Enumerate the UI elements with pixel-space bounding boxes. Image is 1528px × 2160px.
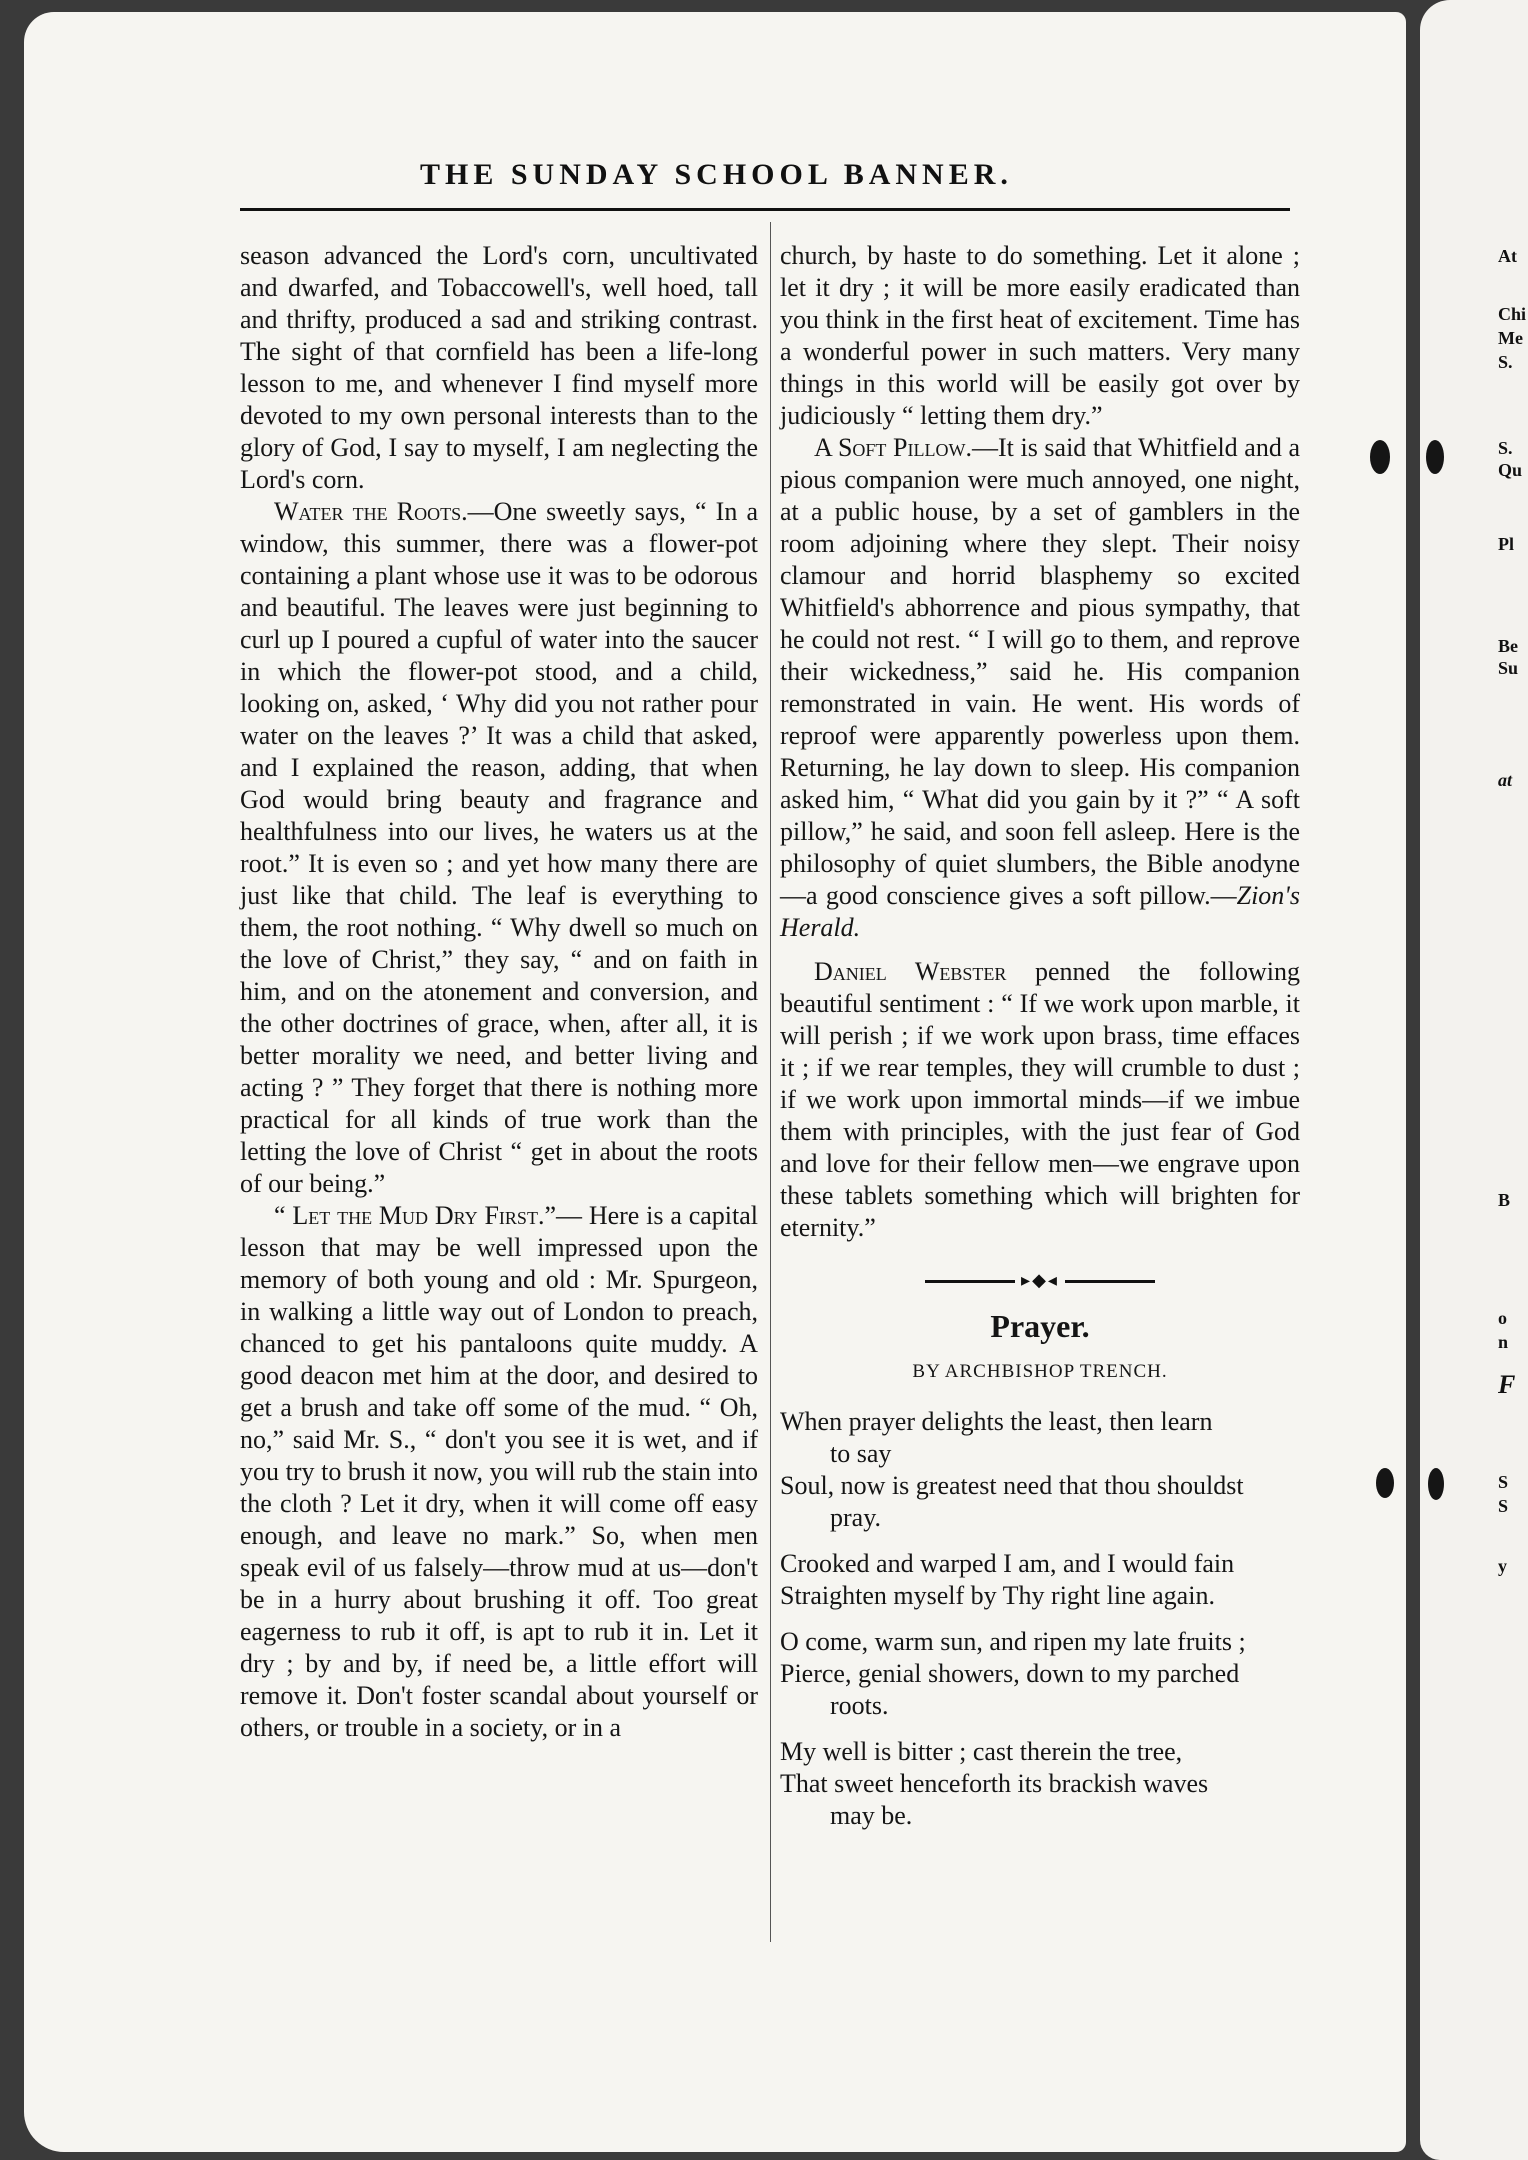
poem-line-continuation: pray.: [830, 1503, 882, 1532]
paragraph-body: — Here is a capital lesson that may be well impressed upon the memory of both young and old : Mr. Spurgeon, in walking a little way out of London to preach, chanced to get his pantaloons quite muddy. A good deacon met him at the door, and desired to get a brush and take off some of the mud. “ Oh, no,” said Mr. S., “ don't you see it is wet, and if you try to brush it now, you will rub the stain into the cloth ? Let it dry, when it will come off easy enough, and leave no mark.” So, when men speak evil of us falsely—throw mud at us—don't be in a hurry about brushing it off. Too great eagerness to rub it off, is apt to rub it in. Let it dry ; by and by, if need be, a little effort will remove it. Don't foster scandal about yourself or others, or trouble in a society, or in a: [240, 1201, 759, 1742]
edge-fragment: at: [1498, 770, 1513, 790]
poem-line: That sweet henceforth its brackish waves: [780, 1769, 1209, 1798]
poem-author: BY ARCHBISHOP TRENCH.: [912, 1361, 1168, 1382]
binding-hole-mark: [1428, 1468, 1444, 1500]
edge-fragment: y: [1498, 1556, 1507, 1576]
edge-fragment: At: [1498, 246, 1517, 266]
section-heading: A Soft Pillow.: [814, 433, 972, 462]
poem-line: Crooked and warped I am, and I would fain: [780, 1549, 1235, 1578]
paragraph-body: —It is said that Whitfield and a pious companion were much annoyed, one night, at a public house, by a set of gamblers in the room adjoining where they slept. Their noisy clamour and horrid blasphemy so excited Whitfield's abhorrence and pious sympathy, that he could not rest. “ I will go to them, and reprove their wickedness,” said he. His companion remonstrated in vain. He went. His words of reproof were apparently powerless upon them. Returning, he lay down to sleep. His companion asked him, “ What did you gain by it ?” “ A soft pillow,” he said, and soon fell asleep. Here is the philosophy of quiet slumbers, the Bible anodyne—a good conscience gives a soft pillow.—: [780, 433, 1300, 910]
poem-stanza: [780, 1548, 1300, 1612]
poem-stanza: [780, 1626, 1300, 1722]
header-rule: [240, 208, 1290, 211]
binding-hole-mark: [1376, 1468, 1394, 1498]
source-citation: Zion's Herald.: [780, 881, 1300, 942]
section-ornament: ▸◆◂: [780, 1264, 1300, 1296]
edge-fragment: Qu: [1498, 460, 1523, 480]
paragraph-let-the-mud-dry: [240, 1200, 758, 1744]
paragraph-lords-corn: season advanced the Lord's corn, uncultivated and dwarfed, and Tobaccowell's, well hoed, tall and thrifty, produced a sad and striking contrast. The sight of that cornfield has been a life-long lesson to me, and whenever I find myself more devoted to my own personal interests than to the glory of God, I say to myself, I am neglecting the Lord's corn.: [240, 241, 758, 494]
poem-line: Soul, now is greatest need that thou shouldst: [780, 1471, 1244, 1500]
poem-line: Pierce, genial showers, down to my parched: [780, 1659, 1240, 1688]
section-heading: Daniel Webster: [814, 957, 1007, 986]
binding-hole-mark: [1370, 440, 1390, 474]
poem-line: Straighten myself by Thy right line again.: [780, 1581, 1215, 1610]
edge-fragment: Chi: [1498, 304, 1527, 324]
paragraph-daniel-webster: [780, 956, 1300, 1244]
paragraph-water-the-roots: [240, 496, 758, 1200]
section-heading: “ Let the Mud Dry First.”: [274, 1201, 556, 1230]
paragraph-soft-pillow: [780, 432, 1300, 944]
section-heading: Water the Roots.: [274, 497, 468, 526]
left-column: [240, 240, 758, 1744]
edge-fragment: Su: [1498, 658, 1519, 678]
paragraph-body: penned the following beautiful sentiment : “ If we work upon marble, it will perish ; if we work upon brass, time effaces it ; if we rear temples, they will crumble to dust ; if we work upon immortal minds—if we imbue them with principles, with the just fear of God and love for their fellow men—we engrave upon these tablets something which will brighten for eternity.”: [780, 957, 1300, 1242]
edge-fragment: Be: [1498, 636, 1518, 656]
poem-line-continuation: to say: [830, 1439, 892, 1468]
edge-fragment: S: [1498, 1496, 1509, 1516]
edge-fragment: S.: [1498, 438, 1513, 458]
right-column: [780, 240, 1300, 1846]
paragraph-body: —One sweetly says, “ In a window, this summer, there was a flower-pot containing a plant whose use it was to be odorous and beautiful. The leaves were just beginning to curl up I poured a cupful of water into the saucer in which the flower-pot stood, and a child, looking on, asked, ‘ Why did you not rather pour water on the leaves ?’ It was a child that asked, and I explained the reason, adding, that when God would bring beauty and fragrance and healthfulness into our lives, he waters us at the root.” It is even so ; and yet how many there are just like that child. The leaf is everything to them, the root nothing. “ Why dwell so much on the love of Christ,” they say, “ and on faith in him, and on the atonement and conversion, and the other doctrines of grace, when, after all, it is better morality we need, and better living and acting ? ” They forget that there is nothing more practical for all kinds of true work than the letting the love of Christ “ get in about the roots of our being.”: [240, 497, 758, 1198]
edge-fragment: Me: [1498, 328, 1523, 348]
poem-line: When prayer delights the least, then learn: [780, 1407, 1213, 1436]
edge-fragment: B: [1498, 1190, 1511, 1210]
poem-line: O come, warm sun, and ripen my late fruits ;: [780, 1627, 1246, 1656]
edge-fragment: Pl: [1498, 534, 1514, 554]
edge-fragment: F: [1498, 1370, 1516, 1399]
binding-hole-mark: [1426, 440, 1444, 474]
column-divider: [770, 222, 771, 1942]
paragraph-let-it-dry: church, by haste to do something. Let it alone ; let it dry ; it will be more easily eradicated than you think in the first heat of excitement. Time has a wonderful power in such matters. Very many things in this world will be easily got over by judiciously “ letting them dry.”: [780, 241, 1300, 430]
poem-line: My well is bitter ; cast therein the tree,: [780, 1737, 1183, 1766]
edge-fragment: S: [1498, 1472, 1509, 1492]
poem-title: Prayer.: [990, 1308, 1090, 1344]
poem-stanza: [780, 1736, 1300, 1832]
edge-fragment: S.: [1498, 352, 1513, 372]
edge-fragment: o: [1498, 1308, 1507, 1328]
edge-fragment: n: [1498, 1332, 1509, 1352]
poem-stanza: [780, 1406, 1300, 1534]
page-header-title: THE SUNDAY SCHOOL BANNER.: [420, 158, 1013, 191]
poem-line-continuation: may be.: [830, 1801, 913, 1830]
poem-line-continuation: roots.: [830, 1691, 889, 1720]
